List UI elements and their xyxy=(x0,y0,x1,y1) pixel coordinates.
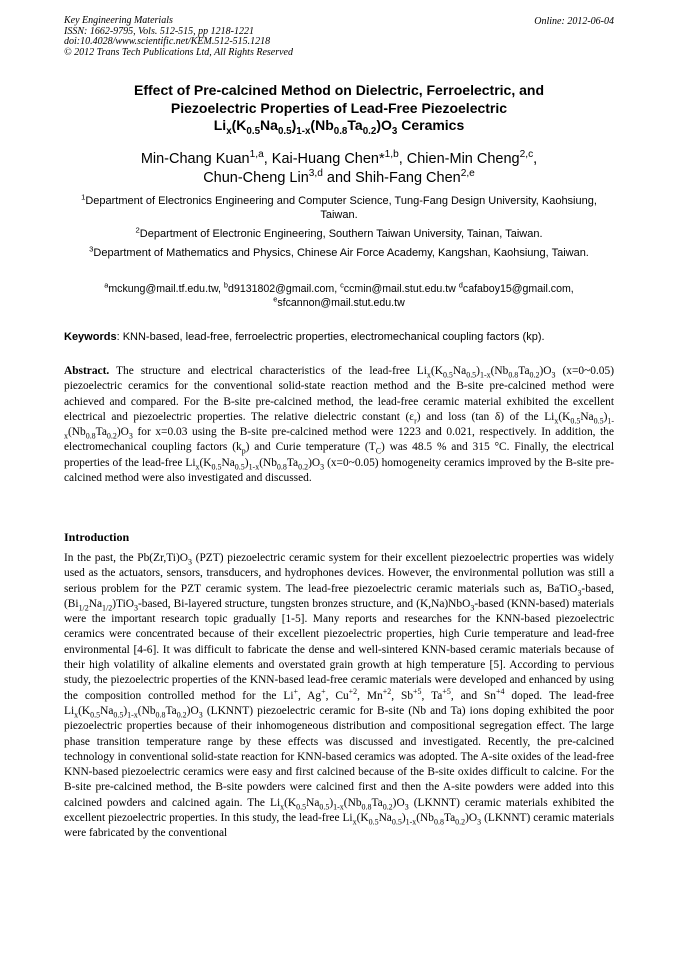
issn-line: ISSN: 1662-9795, Vols. 512-515, pp 1218-1221 xyxy=(64,25,254,37)
affiliation-3: $^3$Department of Mathematics and Physics, Chinese Air Force Academy, Kangshan, Kaohsiung, Taiwan. xyxy=(89,244,589,259)
abstract: Abstract. The structure and electrical characteristics of the lead-free $Li_x(K_{0.5}Na_{0.5})_{1-x}(Nb_{0.8}Ta_{0.2})O_3$ (x=0~0.05) piezoelectric ceramics for the conventional solid-state reaction method and the B-site pre-calcined method were achieved and compared. For the B-site pre-calcined method, the lead-free ceramic material exhibited the excellent electrical and piezoelectric properties. The relative dielectric constant $(\varepsilon_r)$ and loss (tan δ) of the $Li_x(K_{0.5}Na_{0.5})_{1-x}(Nb_{0.8}Ta_{0.2})O_3$ for x=0.03 using the B-site pre-calcined method were 1223 and 0.021, respectively. In addition, the electromechanical coupling factors $(k_p)$ and Curie temperature $(T_C)$ was 48.5 % and 315 °C. Finally, the electrical properties of the lead-free $Li_x(K_{0.5}Na_{0.5})_{1-x}(Nb_{0.8}Ta_{0.2})O_3$ (x=0~0.05) homogeneity ceramics improved by the B-site pre-calcined method were also investigated and discussed. xyxy=(64,365,615,485)
author-list: Min-Chang Kuan$^{1,a}$, Kai-Huang Chen*$^{1,b}$, Chien-Min Cheng$^{2,c}$, Chun-Cheng Lin$^{3,d}$ and Shih-Fang Chen$^{2,e}$ xyxy=(140,149,538,186)
journal-name: Key Engineering Materials xyxy=(64,15,173,26)
affiliation-1: $^1$Department of Electronics Engineering and Computer Science, Tung-Fang Design University, Kaohsiung, Taiwan. xyxy=(81,192,597,221)
introduction-text: In the past, the $Pb(Zr,Ti)O_3$ (PZT) piezoelectric ceramic system for their excellent piezoelectric properties was widely used as the actuators, sensors, transducers, and hydrophones devices. However, the environmental pollution was still a serious problem for the PZT ceramic system. The lead-free piezoelectric ceramic materials such as, BaTiO$_3$-based, $(Bi_{1/2}Na_{1/2})TiO_3$-based, Bi-layered structure, tungsten bronzes structure, and (K,Na)NbO$_3$-based (KNN-based) materials were the important research topic gradually [1-5]. Many reports and researches for the KNN-based piezoelectric ceramics were concentrated because of their excellent piezoelectric properties, high Curie temperature and lead-free environmental [4-6]. It was difficult to fabricate the dense and well-sintered KNN-based ceramic materials because of their high volatility of alkaline elements and overstated grain growth at high temperature [5]. According to pervious study, the piezoelectric properties of the KNN-based lead-free ceramic materials were developed and enhanced by using the composition controlled method for the Li+, Ag+, $Cu^{+2}$, $Mn^{+2}$, $Sb^{+5}$, $Ta^{+5}$, and $Sn^{+4}$ doped. The lead-free $Li_x(K_{0.5}Na_{0.5})_{1-x}(Nb_{0.8}Ta_{0.2})O_3$ (LKNNT) piezoelectric ceramic for B-site (Nb and Ta) ions doping exhibited the poor piezoelectric properties because of their inhomogeneous distribution and compositional segregation effect. The large phase transition temperature range by these effects was discussed and investigated. Recently, the pre-calcined technology in conventional solid-state reaction for KNN-based ceramics was adopted. The A-site oxides of the lead-free KNN-based piezoelectric ceramics were easy and first calcined because of the B-site oxides difficult to calcine. For the B-site pre-calcined method, the B-site powders were calcined first and then the A-site powders were added into this calcined powders and calcined again. The $Li_x(K_{0.5}Na_{0.5})_{1-x}(Nb_{0.8}Ta_{0.2})O_3$ (LKNNT) ceramic materials exhibited the excellent piezoelectric properties. In this study, the lead-free $Li_x(K_{0.5}Na_{0.5})_{1-x}(Nb_{0.8}Ta_{0.2})O_3$ (LKNNT) ceramic materials were fabricated by the conventional xyxy=(64,552,614,840)
doi-line: doi:10.4028/www.scientific.net/KEM.512-515.1218 xyxy=(64,36,271,48)
copyright-line: © 2012 Trans Tech Publications Ltd, All Rights Reserved xyxy=(64,46,293,58)
online-date: Online: 2012-06-04 xyxy=(534,16,614,27)
keywords: Keywords: KNN-based, lead-free, ferroelectric properties, electromechanical coupling factors (kp). xyxy=(64,331,545,343)
title-line-3: $Li_x(K_{0.5}Na_{0.5})_{1-x}(Nb_{0.8}Ta_{0.2})O_3$ Ceramics xyxy=(213,117,465,137)
journal-meta xyxy=(64,16,293,58)
title-line-2: Piezoelectric Properties of Lead-Free Piezoelectric xyxy=(170,99,508,116)
paper-title xyxy=(64,82,614,135)
introduction-heading: Introduction xyxy=(64,530,130,544)
affiliation-2: $^2$Department of Electronic Engineering, Southern Taiwan University, Tainan, Taiwan. xyxy=(135,225,543,240)
email-list: $^a$mckung@mail.tf.edu.tw, $^b$d9131802@gmail.com, $^c$ccmin@mail.stut.edu.tw $^d$cafaboy15@gmail.com, $^e$sfcannon@mail.stut.edu.tw xyxy=(104,280,574,309)
title-line-1: Effect of Pre-calcined Method on Dielectric, Ferroelectric, and xyxy=(134,82,544,98)
